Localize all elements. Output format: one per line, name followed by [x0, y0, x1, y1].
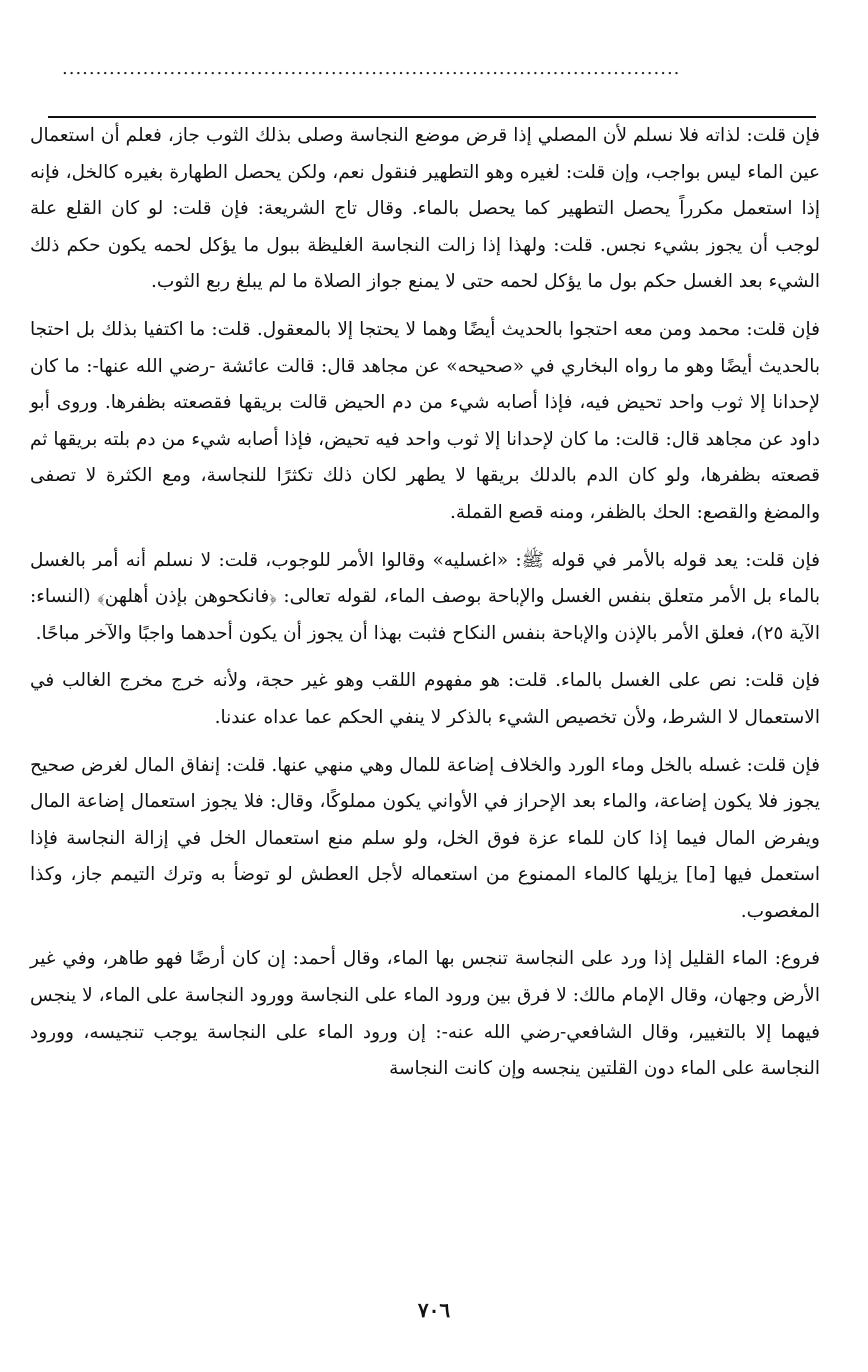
paragraph: فإن قلت: يعد قوله بالأمر في قوله ﷺ: «اغسليه» وقالوا الأمر للوجوب، قلت: لا نسلم أنه أمر بالغسل بالماء بل الأمر متعلق بنفس الغسل والإباحة بوصف الماء، لقوله تعالى: ﴿فانكحوهن بإذن أهلهن﴾ (النساء: الآية ٢٥)، فعلق الأمر بالإذن والإباحة بنفس النكاح فثبت بهذا أن يجوز أن يكون أحدهما واجبًا والآخر مباحًا.: [30, 549, 820, 644]
page-number: ٧٠٦: [417, 1298, 451, 1322]
paragraph: فإن قلت: لذاته فلا نسلم لأن المصلي إذا قرض موضع النجاسة وصلى بذلك الثوب جاز، فعلم أن استعمال عين الماء ليس بواجب، وإن قلت: لغيره وهو التطهير فنقول نعم، ولكن يحصل الطهارة بغيره كالخل، فإنه إذا استعمل مكرراً يحصل التطهير كما يحصل بالماء. وقال تاج الشريعة: فإن قلت: لو كان القلع علة لوجب أن يجوز بشيء نجس. قلت: ولهذا إذا زالت النجاسة الغليظة ببول ما يؤكل لحمه يكون حكم ذلك الشيء بعد الغسل حكم بول ما يؤكل لحمه حتى لا يمنع جواز الصلاة ما لم يبلغ ربع الثوب.: [30, 125, 820, 293]
paragraph: فإن قلت: نص على الغسل بالماء. قلت: هو مفهوم اللقب وهو غير حجة، ولأنه خرج مخرج الغالب في الاستعمال لا الشرط، ولأن تخصيص الشيء بالذكر لا ينفي الحكم عما عداه عندنا.: [30, 670, 820, 728]
header-dotted-line: ............................................................................................: [62, 58, 681, 79]
paragraph: فروع: الماء القليل إذا ورد على النجاسة تنجس بها الماء، وقال أحمد: إن كان أرضًا فهو طاهر، وفي غير الأرض وجهان، وقال الإمام مالك: لا فرق بين ورود الماء على النجاسة وورود النجاسة على الماء، لا ينجس فيهما إلا بالتغيير، وقال الشافعي-رضي الله عنه-: إن ورود الماء على النجاسة يوجب تنجيسه، وورود النجاسة على الماء دون القلتين ينجسه وإن كانت النجاسة: [30, 948, 820, 1080]
paragraph: فإن قلت: محمد ومن معه احتجوا بالحديث أيضًا وهما لا يحتجا إلا بالمعقول. قلت: ما اكتفيا بذلك بل احتجا بالحديث أيضًا وهو ما رواه البخاري في «صحيحه» عن مجاهد قال: قالت عائشة -رضي الله عنها-: ما كان لإحدانا إلا ثوب واحد تحيض فيه، فإذا أصابه شيء من دم الحيض قالت بريقها فقصعته بظفرها. وروى أبو داود عن مجاهد قال: قالت: ما كان لإحدانا إلا ثوب واحد فيه تحيض، فإذا أصابه شيء من دم بلته بريقها ثم قصعته بظفرها، ولو كان الدم بالدلك بريقها لا يطهر لكان ذلك تكثرًا للنجاسة، ومع الكثرة لا تصفى والمضغ والقصع: الحك بالظفر، ومنه قصع القملة.: [30, 318, 820, 523]
body-text: [30, 118, 820, 1099]
paragraph: فإن قلت: غسله بالخل وماء الورد والخلاف إضاعة للمال وهي منهي عنها. قلت: إنفاق المال لغرض صحيح يجوز فلا يكون إضاعة، والماء بعد الإحراز في الأواني يكون مملوكًا، وقال: فلا يجوز استعمال إضاعة المال ويفرض المال فيما إذا كان للماء عزة فوق الخل، ولو سلم منع استعمال الخل في إزالة النجاسة فإذا استعمل فيها [ما] يزيلها كالماء الممنوع من استعماله لأجل العطش لو توضأ به وترك التيمم جاز، وكذا المغصوب.: [30, 754, 820, 922]
